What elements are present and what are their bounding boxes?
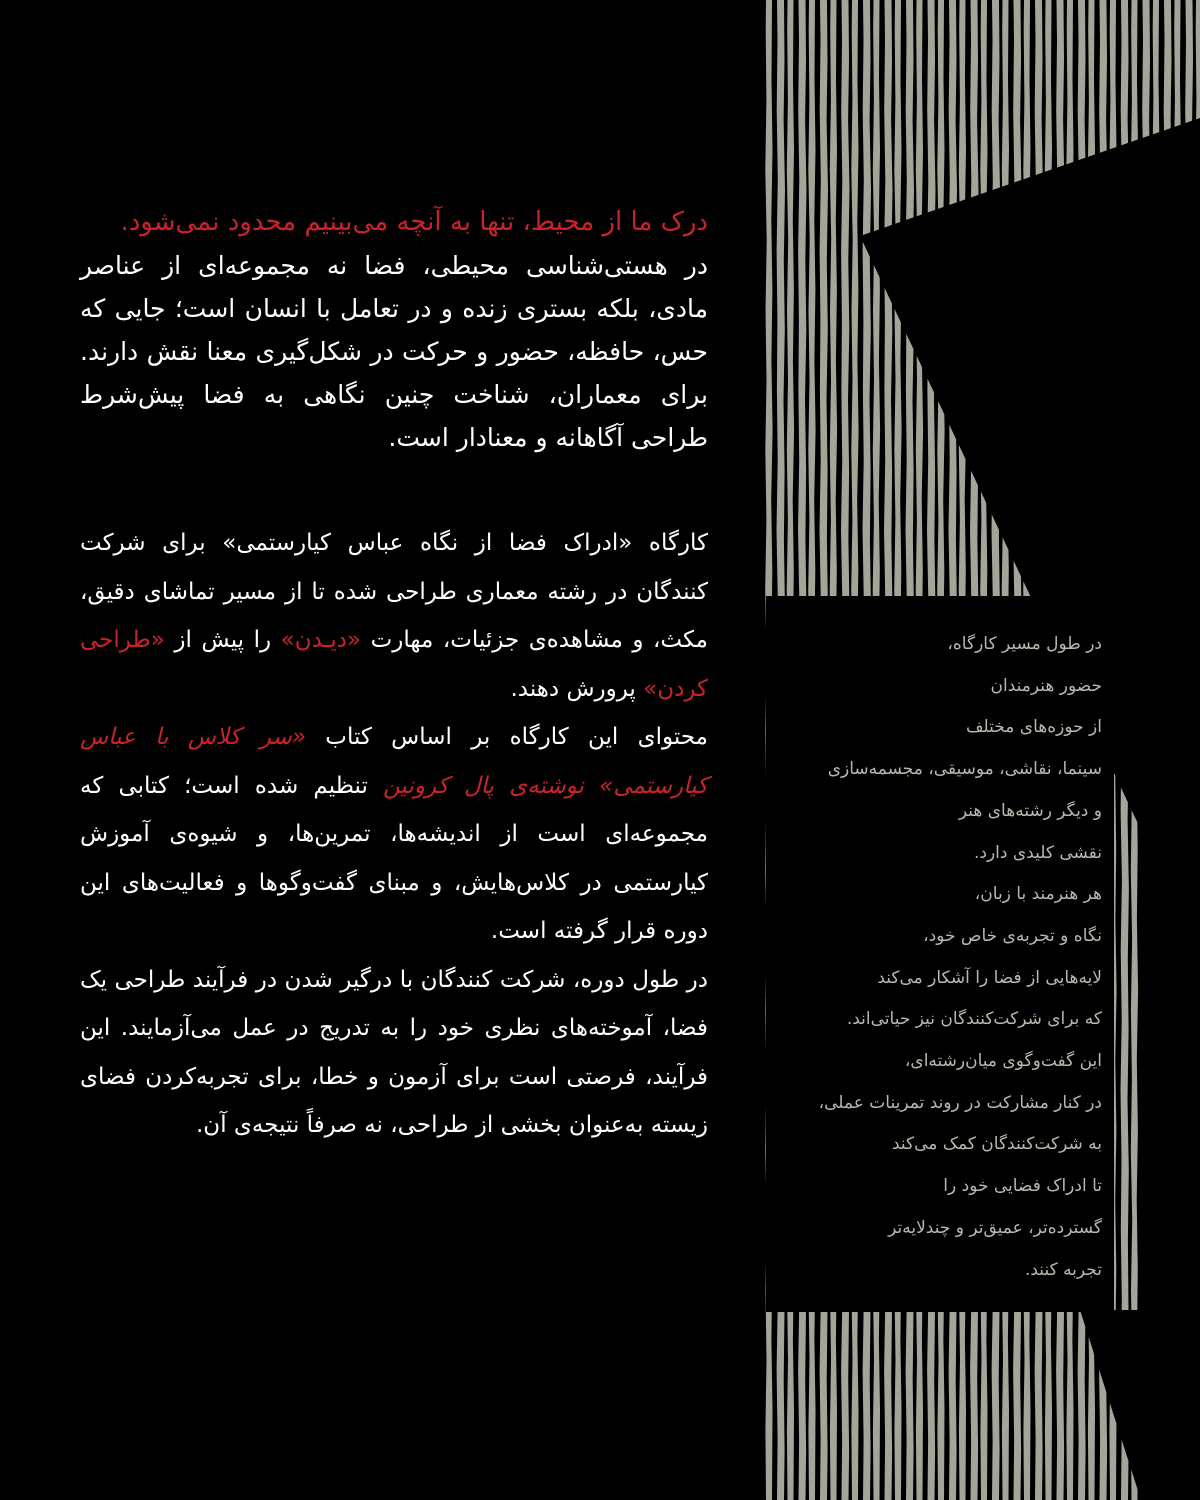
book-title-highlight: «سر کلاس با عباس کیارستمی» نوشته‌ی پال کرونین [80,724,709,799]
workshop-p1-text-b: را پیش از [164,627,281,653]
side-line: از حوزه‌های مختلف [965,717,1102,738]
workshop-p2-text-a: محتوای این کارگاه بر اساس کتاب [306,724,708,750]
side-line: نگاه و تجربه‌ی خاص خود، [923,925,1102,946]
side-line: حضور هنرمندان [990,675,1102,696]
headline: درک ما از محیط، تنها به آنچه می‌بینیم محدود نمی‌شود. [120,207,708,237]
side-line: سینما، نقاشی، موسیقی، مجسمه‌سازی [827,759,1102,780]
workshop-p2-text-b: تنظیم شده است؛ کتابی که مجموعه‌ای است از اندیشه‌ها، تمرین‌ها، و شیوه‌ی آموزش کیارستمی در کلاس‌هایش، و مبنای گفت‌وگوها و فعالیت‌های این دوره قرار گرفته است. [80,772,708,944]
side-line: تجربه کنند. [1024,1259,1102,1280]
side-line: نقشی کلیدی دارد. [973,842,1102,863]
seeing-highlight: «دیـدن» [280,627,362,653]
workshop-description [80,519,708,1150]
side-line: به شرکت‌کنندگان کمک می‌کند [891,1134,1102,1155]
side-line: و دیگر رشته‌های هنر [958,800,1102,821]
workshop-p1-text-a: کارگاه «ادراک فضا از نگاه عباس کیارستمی» برای شرکت کنندگان در رشته معماری طراحی شده تا از مسیر تماشای دقیق، مکث، و مشاهده‌ی جزئیات، مهارت [80,530,708,653]
side-line: که برای شرکت‌کنندگان نیز حیاتی‌اند. [846,1009,1102,1030]
side-line: این گفت‌وگوی میان‌رشته‌ای، [904,1051,1102,1072]
workshop-paragraph-2 [80,713,708,956]
workshop-p1-text-c: پرورش دهند. [510,675,644,702]
side-line: گسترده‌تر، عمیق‌تر و چندلایه‌تر [888,1217,1102,1238]
side-line: تا ادراک فضایی خود را [943,1176,1102,1197]
designing-highlight: «طراحی کردن» [80,627,708,702]
side-line: در کنار مشارکت در روند تمرینات عملی، [818,1092,1102,1113]
side-panel [766,596,1114,1312]
intro-paragraph: در هستی‌شناسی محیطی، فضا نه مجموعه‌ای از عناصر مادی، بلکه بستری زنده و در تعامل با انسان است؛ جایی که حس، حافظه، حضور و حرکت در شکل‌گیری معنا نقش دارند. برای معماران، شناخت چنین نگاهی به فضا پیش‌شرط طراحی آگاهانه و معنادار است. [80,251,708,452]
side-line: در طول مسیر کارگاه، [947,634,1102,654]
side-line: هر هنرمند با زبان، [974,884,1102,905]
workshop-paragraph-3: در طول دوره، شرکت کنندگان با درگیر شدن در فرآیند طراحی یک فضا، آموخته‌های نظری خود را به تدریج در عمل می‌آزمایند. این فرآیند، فرصتی است برای آزمون و خطا، برای تجربه‌کردن فضای زیسته به‌عنوان بخشی از طراحی، نه صرفاً نتیجه‌ی آن. [80,966,708,1138]
side-line: لایه‌هایی از فضا را آشکار می‌کند [877,967,1102,988]
main-text-column [80,200,708,1150]
side-text-list [762,624,1102,1291]
workshop-paragraph-1 [80,519,708,713]
